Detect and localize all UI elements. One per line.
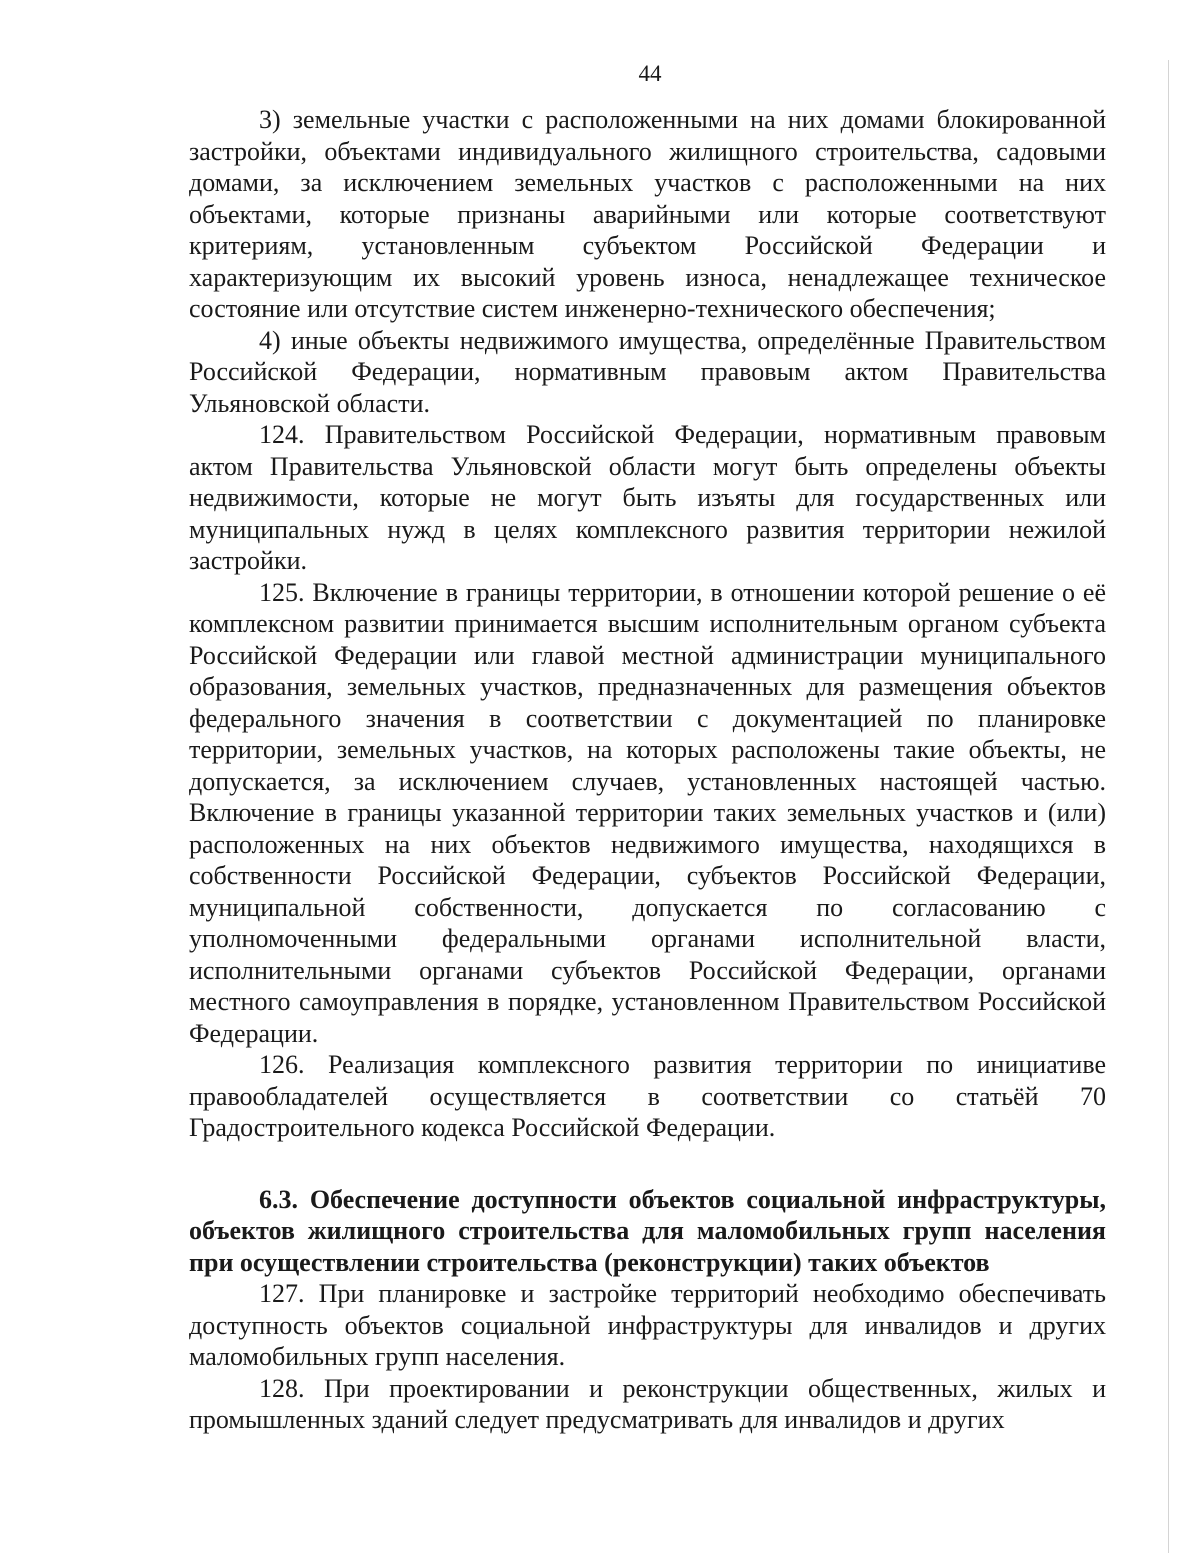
paragraph-128: 128. При проектировании и реконструкции общественных, жилых и промышленных зданий следует предусматривать для инвалидов и других [189,1373,1106,1434]
paragraph-item-3: 3) земельные участки с расположенными на них домами блокированной застройки, объектами индивидуального жилищного строительства, садовыми домами, за исключением земельных участков с расположенными на них объектами, которые признаны аварийными или которые соответствуют критериям, установленным субъектом Российской Федерации и характеризующим их высокий уровень износа, ненадлежащее техническое состояние или отсутствие систем инженерно-технического обеспечения; [189,105,1106,323]
section-heading: 6.3. Обеспечение доступности объектов социальной инфраструктуры, объектов жилищного строительства для маломобильных групп населения при осуществлении строительства (реконструкции) таких объектов [189,1184,1106,1277]
document-body [189,104,1106,1436]
page-number: 44 [638,61,662,86]
paragraph-124: 124. Правительством Российской Федерации, нормативным правовым актом Правительства Ульяновской области могут быть определены объекты недвижимости, которые не могут быть изъяты для государственных или муниципальных нужд в целях комплексного развития территории нежилой застройки. [189,420,1106,575]
paragraph-127: 127. При планировке и застройке территорий необходимо обеспечивать доступность объектов социальной инфраструктуры для инвалидов и других маломобильных групп населения. [189,1279,1106,1371]
page-edge-line [1168,60,1169,1553]
paragraph-126: 126. Реализация комплексного развития территории по инициативе правообладателей осуществляется в соответствии со статьёй 70 Градостроительного кодекса Российской Федерации. [189,1050,1106,1142]
paragraph-125: 125. Включение в границы территории, в отношении которой решение о её комплексном развитии принимается высшим исполнительным органом субъекта Российской Федерации или главой местной администрации муниципального образования, земельных участков, предназначенных для размещения объектов федерального значения в соответствии с документацией по планировке территории, земельных участков, на которых расположены такие объекты, не допускается, за исключением случаев, установленных настоящей частью. Включение в границы указанной территории таких земельных участков и (или) расположенных на них объектов недвижимого имущества, находящихся в собственности Российской Федерации, субъектов Российской Федерации, муниципальной собственности, допускается по согласованию с уполномоченными федеральными органами исполнительной власти, исполнительными органами субъектов Российской Федерации, органами местного самоуправления в порядке, установленном Правительством Российской Федерации. [189,577,1106,1048]
paragraph-item-4: 4) иные объекты недвижимого имущества, определённые Правительством Российской Федерации, нормативным правовым актом Правительства Ульяновской области. [189,325,1106,418]
